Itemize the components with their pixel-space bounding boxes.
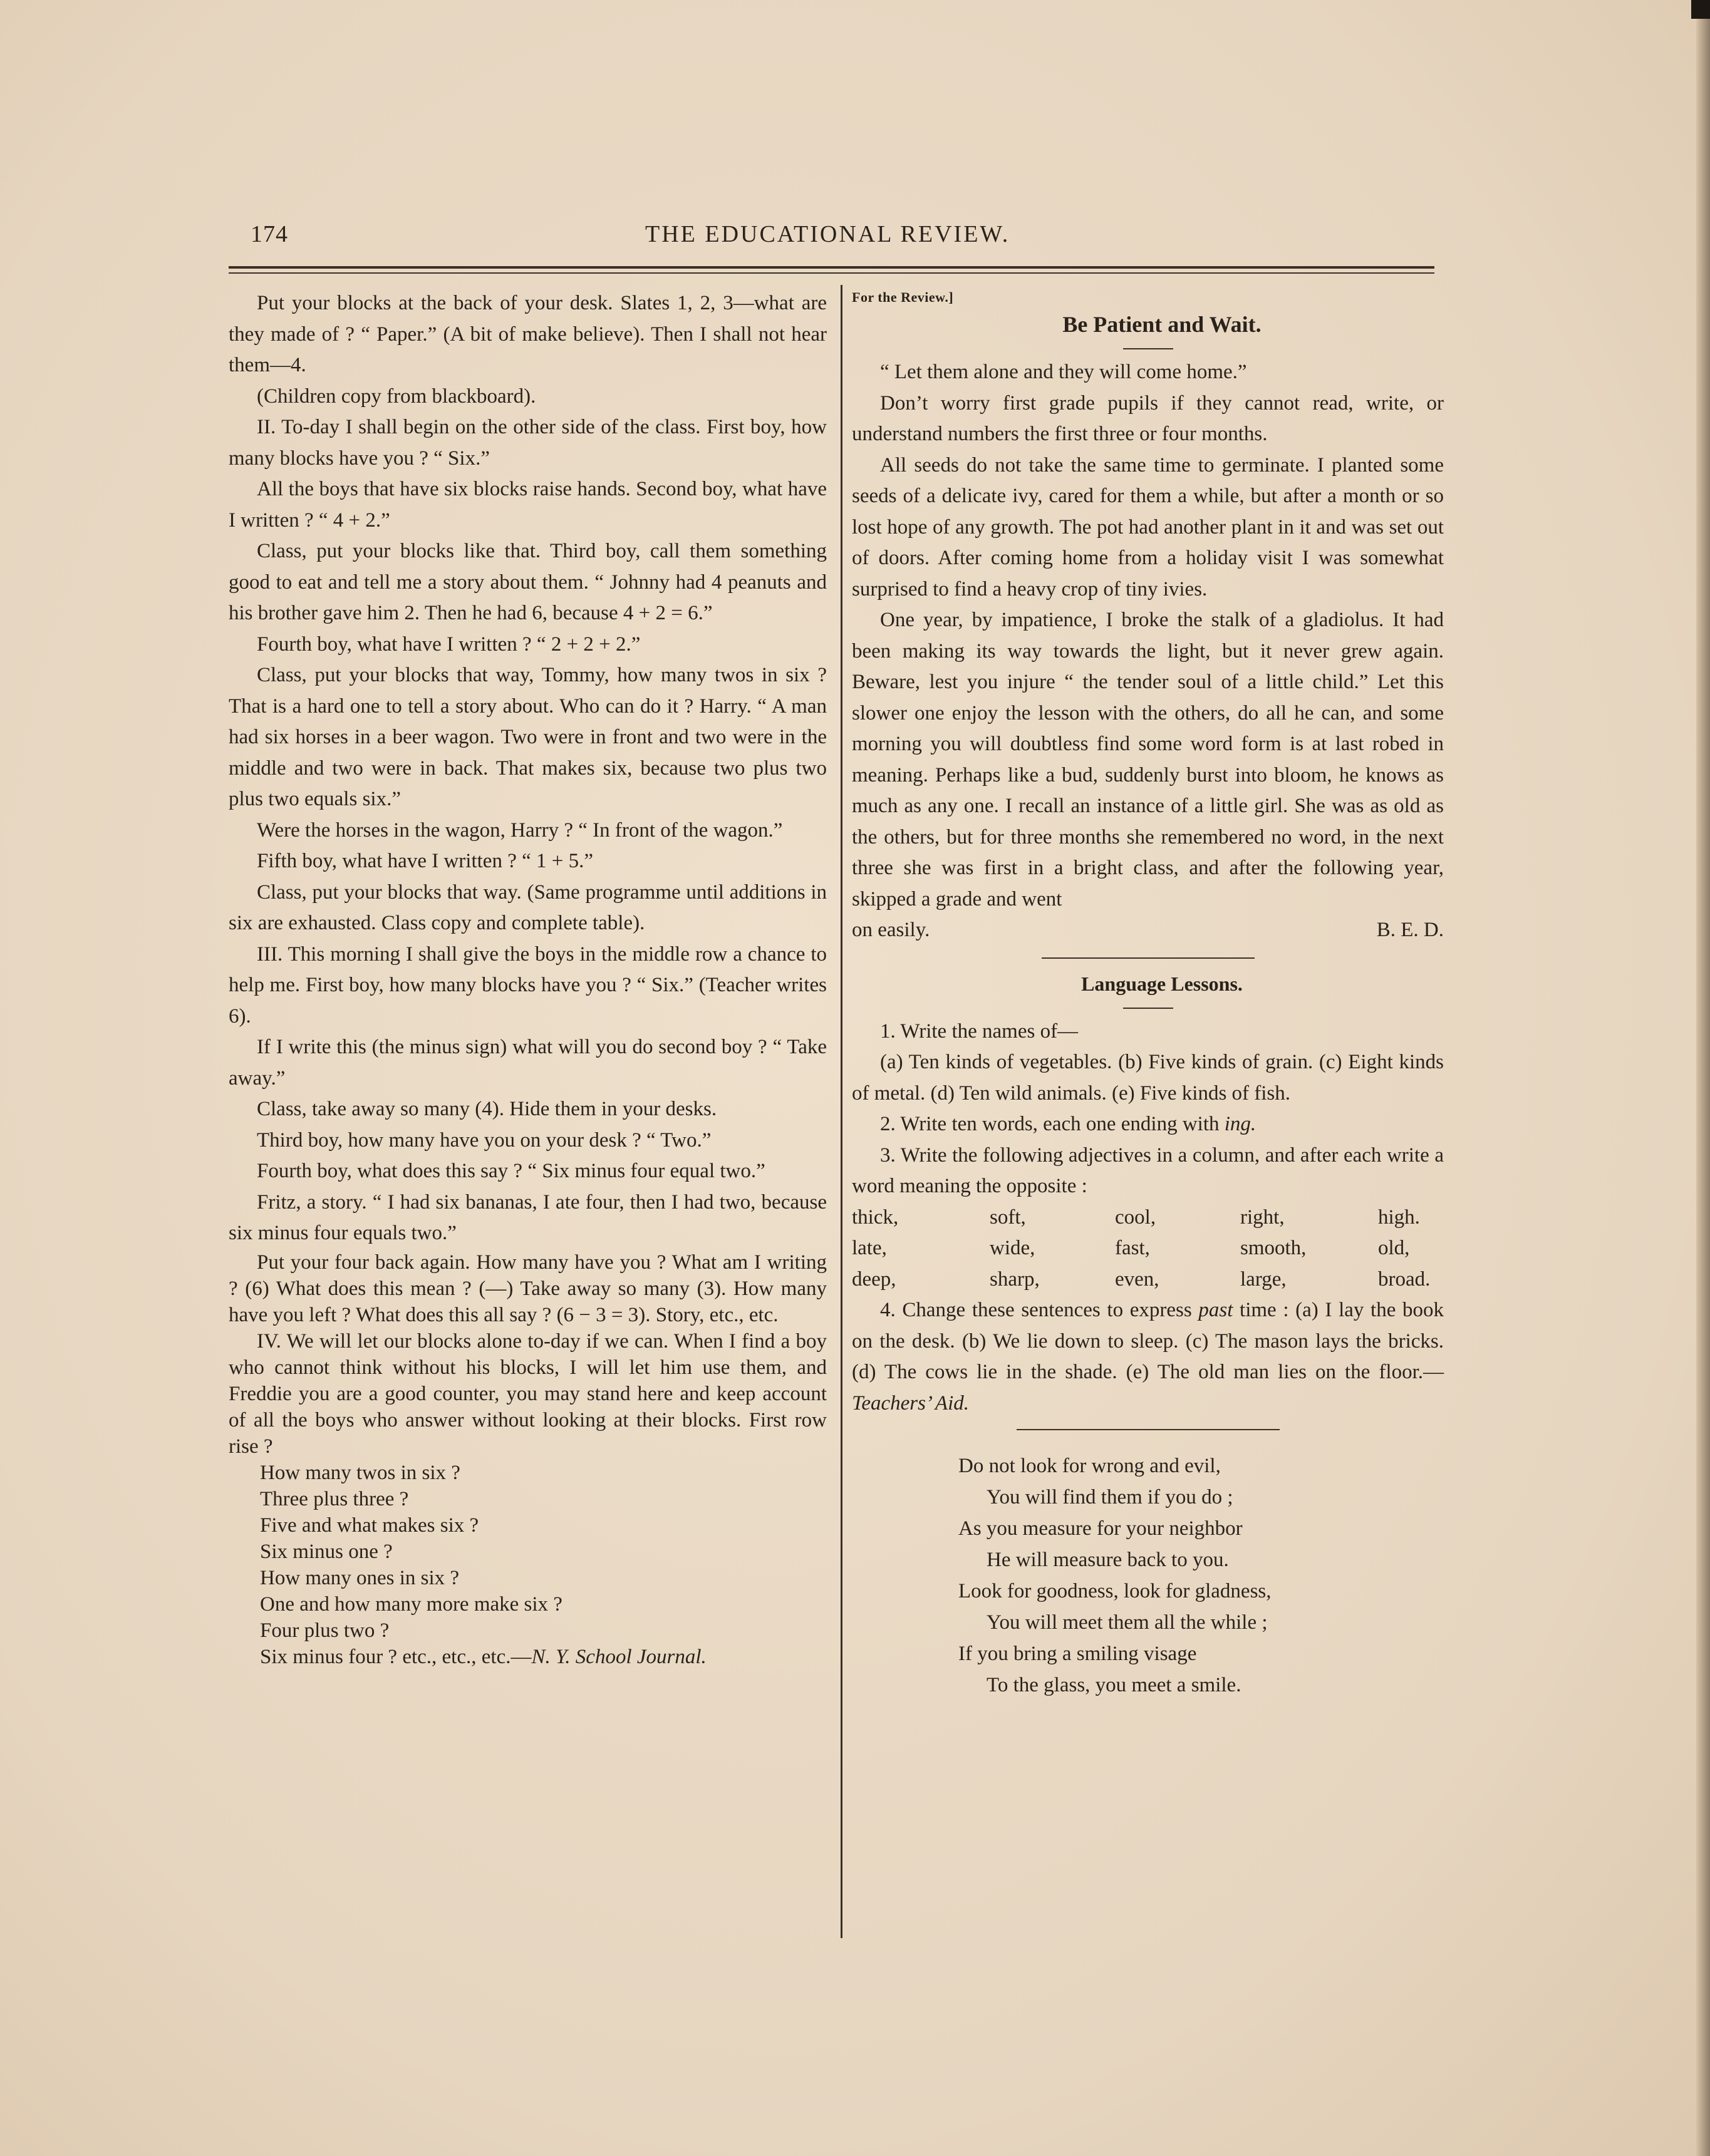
adjective: old,: [1378, 1237, 1410, 1259]
paragraph: All seeds do not take the same time to germinate. I planted some seeds of a delicate ivy, cared for them a while, but after a month or so lost hope of any growth. The pot had another plant in it and was set out of doors. After coming home from a holiday visit I was somewhat surprised to find a heavy crop of tiny ivies.: [852, 453, 1444, 601]
page-edge: [1696, 0, 1710, 2156]
paragraph: IV. We will let our blocks alone to-day if we can. When I find a boy who cannot think without his blocks, I will let him use them, and Freddie you are a good counter, you may stand here and keep account of all the boys who answer without looking at their blocks. First row rise ?: [229, 1329, 827, 1458]
paragraph: Fourth boy, what does this say ? “ Six minus four equal two.”: [257, 1160, 765, 1182]
question-line: How many twos in six ?: [260, 1461, 460, 1484]
poem-line: If you bring a smiling visage: [958, 1643, 1197, 1665]
signature: B. E. D.: [1376, 919, 1444, 941]
lesson-4: [852, 1295, 1444, 1419]
paragraph: “ Let them alone and they will come home.”: [880, 361, 1247, 383]
poem-line: To the glass, you meet a smile.: [987, 1674, 1241, 1696]
adjective: thick,: [852, 1205, 899, 1229]
lesson-4-em: past: [1198, 1299, 1233, 1321]
title-rule: [1123, 348, 1173, 349]
question-line: Four plus two ?: [260, 1619, 390, 1642]
poem-rule: [1017, 1429, 1280, 1430]
adjective: right,: [1240, 1205, 1285, 1229]
adjective: fast,: [1115, 1237, 1150, 1259]
question-line: One and how many more make six ?: [260, 1592, 562, 1616]
article-title: Be Patient and Wait.: [1062, 312, 1262, 337]
lesson-4-text: 4. Change these sentences to express: [880, 1299, 1199, 1321]
lessons-title: Language Lessons.: [1081, 972, 1243, 995]
paragraph: Class, put your blocks that way. (Same programme until additions in six are exhausted. Class copy and complete table).: [229, 880, 827, 934]
poem-line: You will find them if you do ;: [987, 1486, 1233, 1509]
poem-line: You will meet them all the while ;: [987, 1611, 1268, 1634]
adjective: cool,: [1115, 1205, 1156, 1229]
adjective: sharp,: [990, 1267, 1040, 1291]
last-question: Six minus four ? etc., etc., etc.—: [260, 1645, 532, 1668]
paragraph: Class, take away so many (4). Hide them in your desks.: [257, 1098, 717, 1120]
left-column: [229, 288, 827, 1670]
lesson-1: 1. Write the names of—: [880, 1019, 1079, 1043]
paragraph: Fritz, a story. “ I had six bananas, I ate four, then I had two, because six minus four equals two.”: [229, 1190, 827, 1244]
adjective: high.: [1378, 1205, 1420, 1229]
poem: [852, 1450, 1444, 1701]
question-line: Five and what makes six ?: [260, 1514, 479, 1537]
adjective: wide,: [990, 1237, 1035, 1259]
poem-line: As you measure for your neighbor: [958, 1517, 1243, 1540]
paragraph: Fifth boy, what have I written ? “ 1 + 5.”: [257, 850, 593, 872]
paragraph: (Children copy from blackboard).: [257, 384, 536, 408]
header-rule-thin: [229, 272, 1434, 274]
poem-line: He will measure back to you.: [987, 1549, 1229, 1571]
last-line: on easily.: [852, 919, 930, 941]
paragraph: One year, by impatience, I broke the stalk of a gladiolus. It had been making its way towards the light, but it never grew again. Beware, lest you injure “ the tender soul of a little child.” Let this slower one enjoy the lesson with the others, do all he can, and some morning you will doubtless find some word form is at last robed in meaning. Perhaps like a bud, suddenly burst into bloom, he knows as much as any one. I recall an instance of a little girl. She was as old as the others, but for three months she remembered no word, in the next three she was first in a bright class, and after the following year, skipped a grade and went: [852, 609, 1444, 910]
source-credit: Teachers’ Aid.: [852, 1391, 970, 1415]
poem-line: Look for goodness, look for gladness,: [958, 1580, 1272, 1602]
question-line: Three plus three ?: [260, 1487, 409, 1510]
question-line-final: [229, 1644, 827, 1670]
lesson-3: 3. Write the following adjectives in a column, and after each write a word meaning the opposite :: [852, 1143, 1444, 1197]
source-credit: N. Y. School Journal.: [531, 1645, 707, 1668]
adjective: large,: [1240, 1267, 1287, 1291]
paragraph: Were the horses in the wagon, Harry ? “ In front of the wagon.”: [257, 818, 783, 842]
right-column: [852, 288, 1444, 1701]
lesson-2-em: ing.: [1224, 1113, 1257, 1135]
adjective: smooth,: [1240, 1237, 1307, 1259]
paragraph: Third boy, how many have you on your desk ? “ Two.”: [257, 1128, 712, 1152]
paragraph: Fourth boy, what have I written ? “ 2 + 2 + 2.”: [257, 632, 641, 656]
paragraph: Don’t worry first grade pupils if they cannot read, write, or understand numbers the first three or four months.: [852, 391, 1444, 445]
lesson-2-text: 2. Write ten words, each one ending with: [880, 1113, 1225, 1135]
adjective-table: [852, 1202, 1444, 1296]
contributor-tag: For the Review.]: [852, 289, 954, 305]
paragraph: Put your four back again. How many have you ? What am I writing ? (6) What does this mean ? (—) Take away so many (3). How many have you left ? What does this all say ? (6 − 3 = 3). Story, etc., etc.: [229, 1251, 827, 1326]
lesson-2: [852, 1109, 1444, 1140]
lesson-4-rest: time : (a) I lay the book on the desk. (b) We lie down to sleep. (c) The mason lays the bricks. (d) The cows lie in the shade. (e) The old man lies on the floor.—: [852, 1299, 1444, 1383]
running-head: [0, 220, 1710, 258]
adjective: deep,: [852, 1267, 896, 1291]
scan-corner: [1691, 0, 1710, 19]
adjective: late,: [852, 1237, 887, 1259]
question-line: How many ones in six ?: [260, 1566, 460, 1589]
paragraph: II. To-day I shall begin on the other side of the class. First boy, how many blocks have you ? “ Six.”: [229, 416, 827, 470]
paragraph: If I write this (the minus sign) what will you do second boy ? “ Take away.”: [229, 1036, 827, 1090]
lesson-1-items: (a) Ten kinds of vegetables. (b) Five kinds of grain. (c) Eight kinds of metal. (d) Ten wild animals. (e) Five kinds of fish.: [852, 1051, 1444, 1105]
header-rule: [229, 266, 1434, 269]
poem-line: Do not look for wrong and evil,: [958, 1455, 1221, 1477]
paragraph: III. This morning I shall give the boys in the middle row a chance to help me. First boy, how many blocks have you ? “ Six.” (Teacher writes 6).: [229, 942, 827, 1028]
question-line: Six minus one ?: [260, 1540, 393, 1563]
adjective: broad.: [1378, 1267, 1431, 1291]
paragraph: Class, put your blocks that way, Tommy, how many twos in six ? That is a hard one to tell a story about. Who can do it ? Harry. “ A man had six horses in a beer wagon. Two were in front and two were in the middle and two were in back. That makes six, because two plus two plus two equals six.”: [229, 664, 827, 810]
adjective: soft,: [990, 1205, 1026, 1229]
section-rule: [1042, 957, 1255, 959]
column-divider: [841, 285, 842, 1938]
lessons-rule: [1123, 1008, 1173, 1009]
adjective: even,: [1115, 1267, 1159, 1291]
page-number: 174: [251, 221, 288, 247]
paragraph: Class, put your blocks like that. Third boy, call them something good to eat and tell me a story about them. “ Johnny had 4 peanuts and his brother gave him 2. Then he had 6, because 4 + 2 = 6.”: [229, 540, 827, 624]
journal-title: THE EDUCATIONAL REVIEW.: [645, 221, 1010, 247]
paragraph: All the boys that have six blocks raise hands. Second boy, what have I written ? “ 4 + 2.”: [229, 478, 827, 532]
paragraph: Put your blocks at the back of your desk. Slates 1, 2, 3—what are they made of ? “ Paper.” (A bit of make believe). Then I shall not hear them—4.: [229, 292, 827, 376]
signature-line: [852, 915, 1444, 946]
